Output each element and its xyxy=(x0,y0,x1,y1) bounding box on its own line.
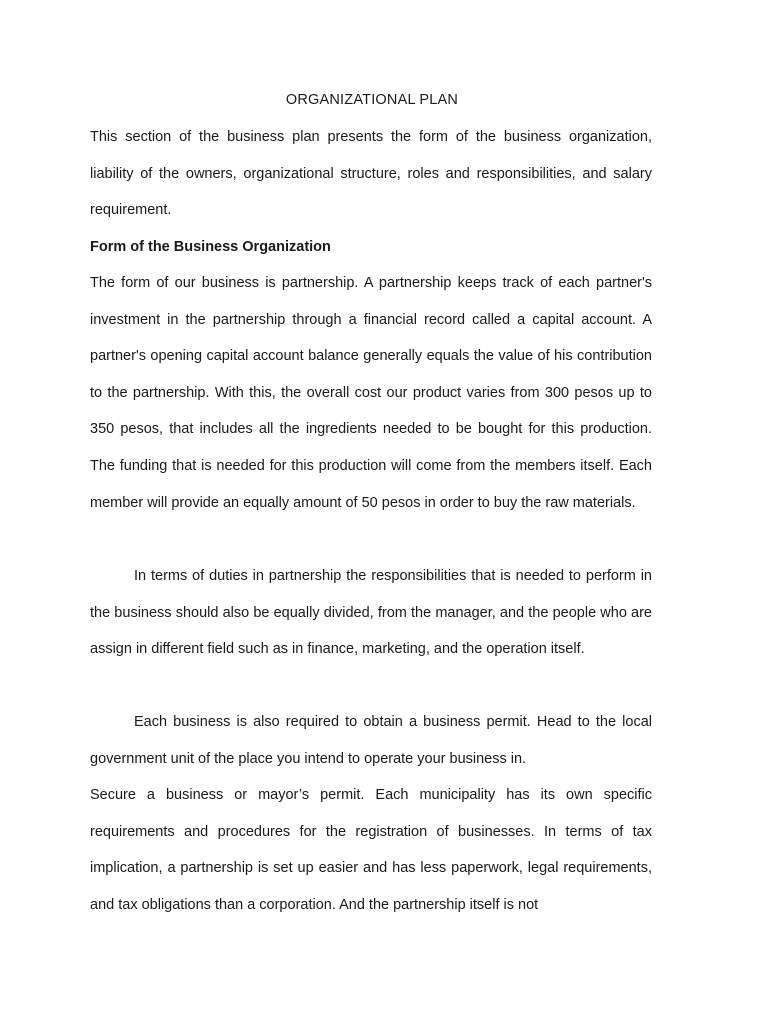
intro-paragraph: This section of the business plan presents the form of the business organization, liability of the owners, organizational structure, roles and responsibilities, and salary requirement. xyxy=(90,129,652,219)
paragraph-duties: In terms of duties in partnership the responsibilities that is needed to perform in the business should also be equally divided, from the manager, and the people who are assign in different field such as in finance, marketing, and the operation itself. xyxy=(90,568,652,658)
section-heading: Form of the Business Organization xyxy=(90,239,331,255)
document-title: ORGANIZATIONAL PLAN xyxy=(285,92,459,108)
paragraph-mayors-permit: Secure a business or mayor’s permit. Each municipality has its own specific requirements and procedures for the registration of businesses. In terms of tax implication, a partnership is set up easier and has less paperwork, legal requirements, and tax obligations than a corporation. And the partnership itself is not xyxy=(90,787,652,913)
paragraph-partnership: The form of our business is partnership. A partnership keeps track of each partner's investment in the partnership through a financial record called a capital account. A partner's opening capital account balance generally equals the value of his contribution to the partnership. With this, the overall cost our product varies from 300 pesos up to 350 pesos, that includes all the ingredients needed to be bought for this production. The funding that is needed for this production will come from the members itself. Each member will provide an equally amount of 50 pesos in order to buy the raw materials. xyxy=(90,275,652,511)
paragraph-permit: Each business is also required to obtain a business permit. Head to the local government unit of the place you intend to operate your business in. xyxy=(90,714,652,767)
